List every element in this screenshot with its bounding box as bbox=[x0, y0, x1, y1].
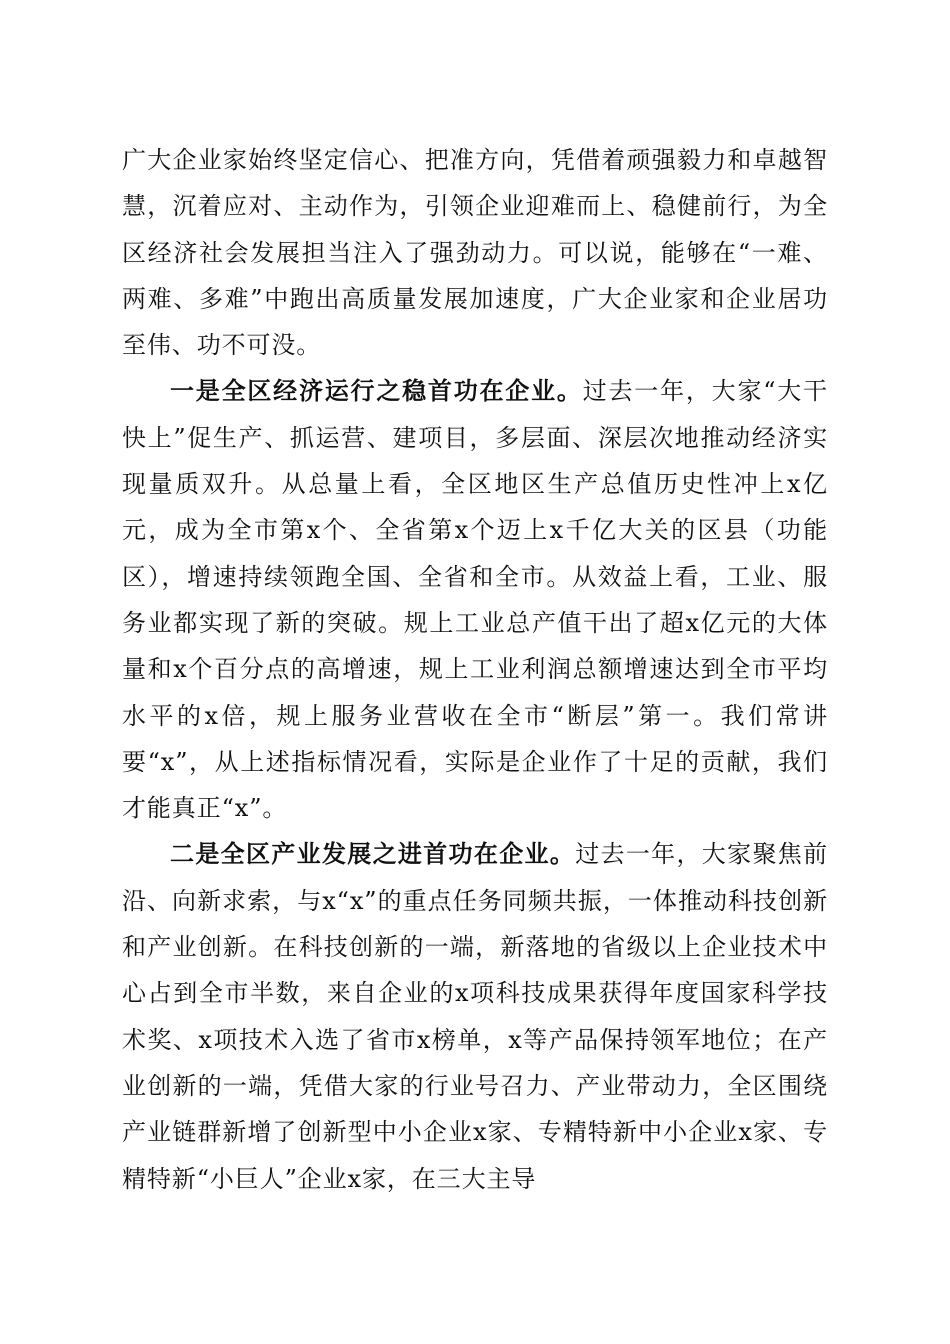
paragraph-industry bbox=[122, 831, 828, 1201]
paragraph-economy-text: 过去一年，大家“大干快上”促生产、抓运营、建项目，多层面、深层次地推动经济实现量质双升。从总量上看，全区地区生产总值历史性冲上x亿元，成为全市第x个、全省第x个迈上x千亿大关的区县（功能区），增速持续领跑全国、全省和全市。从效益上看，工业、服务业都实现了新的突破。规上工业总产值干出了超x亿元的大体量和x个百分点的高增速，规上工业利润总额增速达到全市平均水平的x倍，规上服务业营收在全市“断层”第一。我们常讲要“x”，从上述指标情况看，实际是企业作了十足的贡献，我们才能真正“x”。 bbox=[122, 377, 828, 823]
paragraph-intro bbox=[122, 137, 828, 368]
paragraph-economy bbox=[122, 368, 828, 831]
paragraph-industry-heading: 二是全区产业发展之进首功在企业。 bbox=[170, 839, 576, 869]
paragraph-intro-text: 广大企业家始终坚定信心、把准方向，凭借着顽强毅力和卓越智慧，沉着应对、主动作为，引领企业迎难而上、稳健前行，为全区经济社会发展担当注入了强劲动力。可以说，能够在“一难、两难、多难”中跑出高质量发展加速度，广大企业家和企业居功至伟、功不可没。 bbox=[122, 146, 828, 360]
paragraph-industry-text: 过去一年，大家聚焦前沿、向新求索，与x“x”的重点任务同频共振，一体推动科技创新和产业创新。在科技创新的一端，新落地的省级以上企业技术中心占到全市半数，来自企业的x项科技成果获得年度国家科学技术奖、x项技术入选了省市x榜单，x等产品保持领军地位；在产业创新的一端，凭借大家的行业号召力、产业带动力，全区围绕产业链群新增了创新型中小企业x家、专精特新中小企业x家、专精特新“小巨人”企业x家，在三大主导 bbox=[122, 840, 829, 1193]
document-body bbox=[122, 137, 828, 1202]
paragraph-economy-heading: 一是全区经济运行之稳首功在企业。 bbox=[170, 376, 583, 406]
